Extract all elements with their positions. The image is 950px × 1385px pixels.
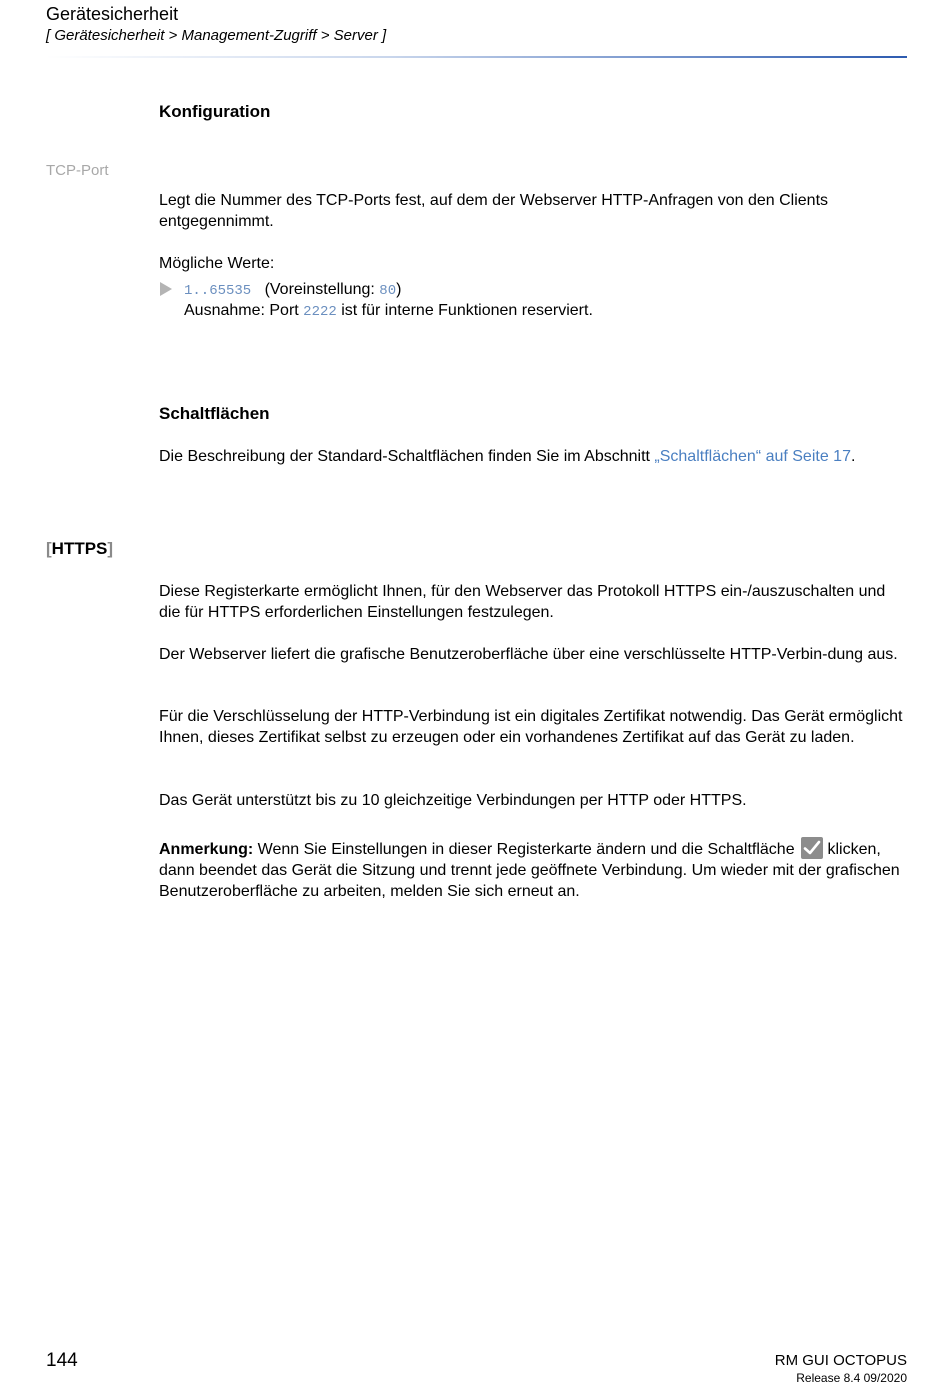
buttons-description	[159, 446, 919, 467]
default-value: 80	[379, 283, 397, 299]
tcp-port-description: Legt die Nummer des TCP-Ports fest, auf dem der Webserver HTTP-Anfragen von den Clients entgegennimmt.	[159, 192, 829, 230]
possible-values-label: Mögliche Werte:	[159, 255, 275, 272]
value-range-line	[184, 279, 884, 302]
section-heading-schaltflaechen: Schaltflächen	[159, 404, 270, 423]
https-paragraph-4: Das Gerät unterstützt bis zu 10 gleichzeitige Verbindungen per HTTP oder HTTPS.	[159, 792, 747, 809]
default-close: )	[396, 281, 402, 298]
default-open: (Voreinstellung:	[264, 281, 380, 298]
bullet-arrow-icon	[160, 282, 172, 296]
buttons-section-link[interactable]: „Schaltflächen“ auf Seite 17	[654, 448, 851, 465]
breadcrumb: [ Gerätesicherheit > Management-Zugriff > Server ]	[46, 27, 387, 44]
parameter-label-tcp-port: TCP-Port	[46, 162, 109, 179]
bracket-close: ]	[107, 539, 114, 558]
https-note	[159, 837, 907, 902]
exception-line	[184, 300, 884, 323]
value-range: 1..65535	[184, 283, 252, 299]
page-number: 144	[46, 1350, 78, 1371]
buttons-text-prefix: Die Beschreibung der Standard-Schaltflächen finden Sie im Abschnitt	[159, 448, 655, 465]
footer-product-name: RM GUI OCTOPUS	[774, 1352, 907, 1369]
exception-port: 2222	[303, 304, 337, 320]
note-text-2: klicken, dann beendet das Gerät die Sitzung und trennt jede geöffnete Verbindung. Um wieder mit der grafischen Benutzeroberfläche zu arbeiten, melden Sie sich erneut an.	[159, 841, 900, 900]
exception-suffix: ist für interne Funktionen reserviert.	[336, 302, 593, 319]
https-paragraph-3: Für die Verschlüsselung der HTTP-Verbindung ist ein digitales Zertifikat notwendig. Das Gerät ermöglicht Ihnen, dieses Zertifikat selbst zu erzeugen oder ein vorhandenes Zertifikat auf das Gerät zu laden.	[159, 708, 903, 746]
https-paragraph-1: Diese Registerkarte ermöglicht Ihnen, für den Webserver das Protokoll HTTPS ein-/auszuschalten und die für HTTPS erforderlichen Einstellungen festzulegen.	[159, 583, 886, 621]
bracket-open: [	[46, 539, 52, 558]
exception-prefix: Ausnahme: Port	[184, 302, 304, 319]
section-heading-konfiguration: Konfiguration	[159, 102, 271, 121]
https-paragraph-2: Der Webserver liefert die grafische Benutzeroberfläche über eine verschlüsselte HTTP-Verbin-dung aus.	[159, 646, 898, 663]
note-label: Anmerkung:	[159, 841, 254, 858]
header-divider	[46, 56, 907, 58]
checkmark-icon	[801, 837, 823, 859]
tab-heading-https	[46, 539, 113, 559]
buttons-text-suffix: .	[850, 448, 856, 465]
footer-release-info: Release 8.4 09/2020	[796, 1371, 907, 1385]
page-header-title: Gerätesicherheit	[46, 4, 179, 24]
https-title: HTTPS	[51, 539, 108, 558]
note-text-1: Wenn Sie Einstellungen in dieser Registerkarte ändern und die Schaltfläche	[253, 841, 800, 858]
